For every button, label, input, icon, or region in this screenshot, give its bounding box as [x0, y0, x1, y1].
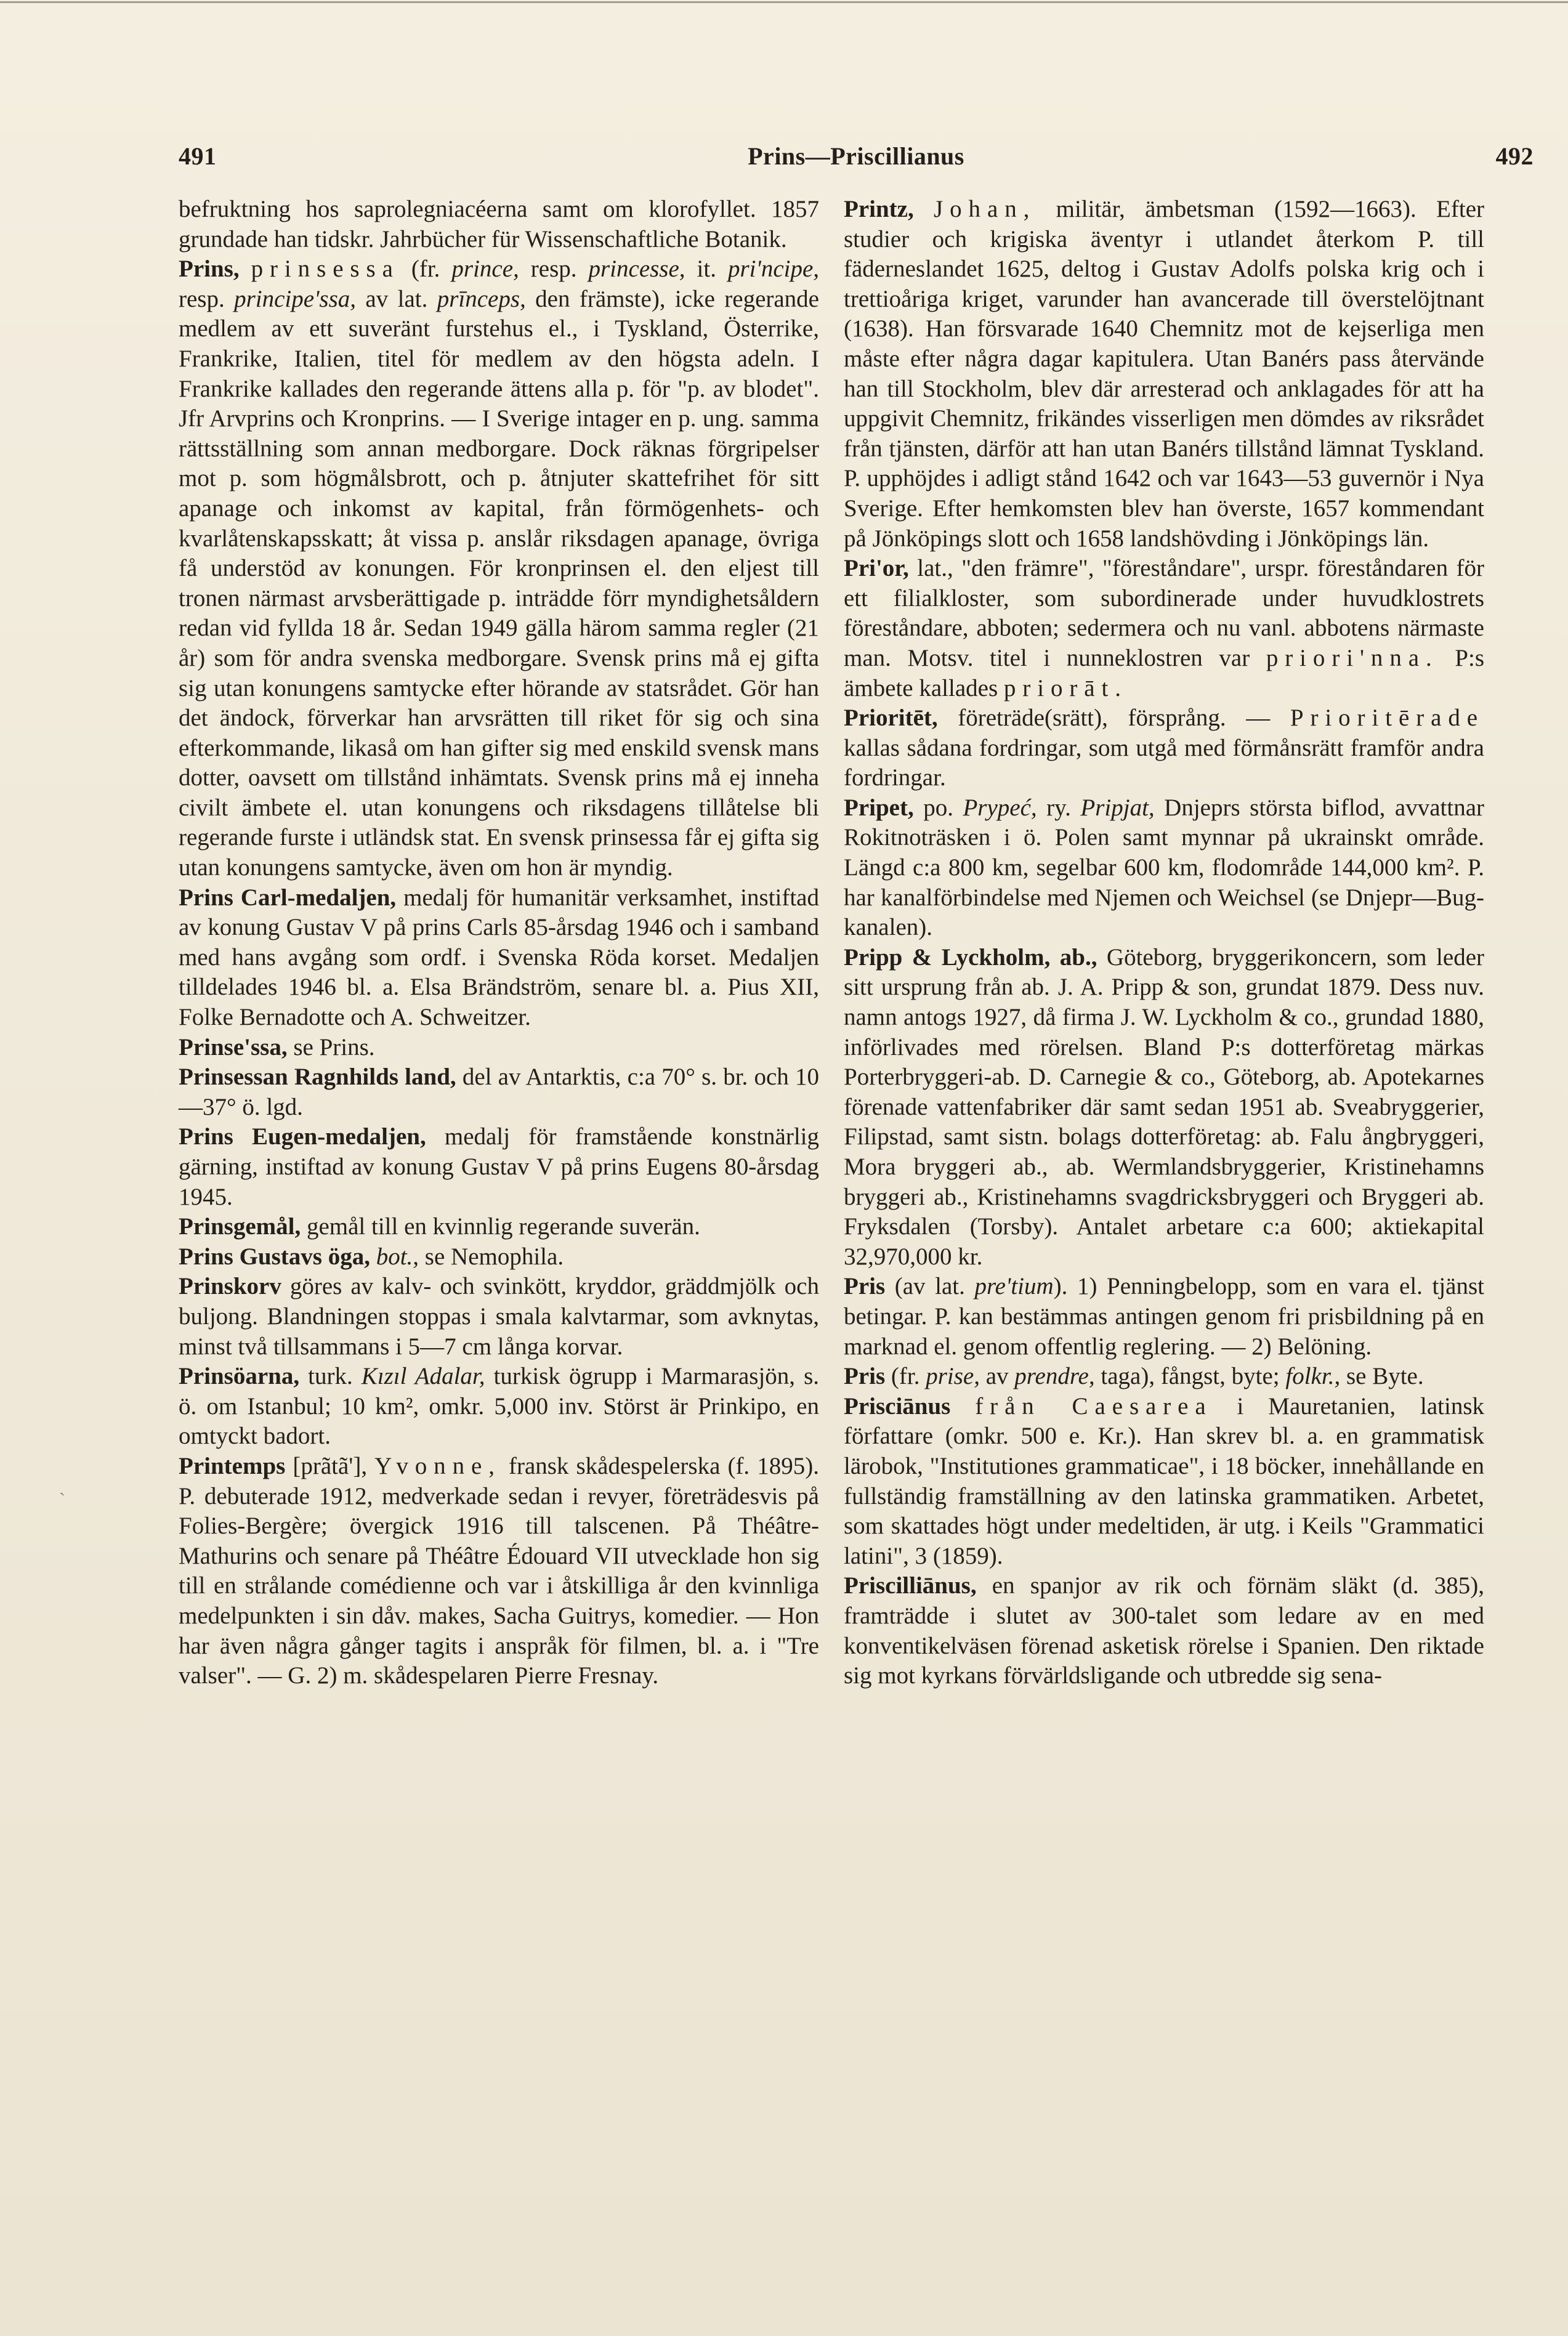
entry-text: en spanjor av rik och förnäm släkt (d. 385), framträdde i slutet av 300-talet som ledare av en med konventikelväsen förenad asketisk rörelse i Spanien. Den riktade sig mot kyrkans förvärldsligande och utbredde sig sena-	[844, 1572, 1484, 1689]
entry-text: [prãtã'],	[285, 1452, 375, 1479]
italic-term: prīnceps,	[437, 285, 526, 312]
italic-term: princesse,	[588, 256, 685, 283]
entry-headword: Prins Carl-medaljen,	[179, 884, 397, 911]
entry-headword: Prins Eugen-medaljen,	[179, 1123, 426, 1150]
italic-term: prise,	[926, 1363, 980, 1390]
entry-text: medalj för framstående konstnärlig gärning, instiftad av konung Gustav V på prins Eugens 80-årsdag 1945.	[179, 1123, 819, 1210]
entry-paragraph	[179, 195, 819, 254]
italic-term: Kızıl Adalar,	[361, 1363, 485, 1390]
entry-text	[950, 1393, 975, 1420]
entry-paragraph	[844, 703, 1484, 793]
entry-text: militär, ämbetsman (1592—1663). Efter studier och krigiska äventyr i utlandet återkom P. till fäderneslandet 1625, deltog i Gustav Adolfs polska krig och i trettioåriga kriget, varunder han avancerade till överstelöjtnant (1638). Han försvarade 1640 Chemnitz mot de kejserliga men måste efter några dagar kapitulera. Utan Banérs pass återvände han till Stockholm, blev där arresterad och anklagades för att ha uppgivit Chemnitz, frikändes visserligen men dömdes av riksrådet från tjänsten, därför att han utan Banérs tillstånd lämnat Tyskland. P. upphöjdes i adligt stånd 1642 och var 1643—53 guvernör i Nya Sverige. Efter hemkomsten blev han överste, 1657 kommendant på Jönköpings slott och 1658 landshövding i Jönköpings län.	[844, 196, 1484, 552]
entry-headword: Pris	[844, 1363, 886, 1390]
entry-text	[240, 256, 251, 282]
entry-text: taga), fångst, byte;	[1094, 1363, 1286, 1390]
entry-text: Dnjeprs största biflod, avvattnar Rokitnoträsken i ö. Polen samt mynnar på ukrainskt område. Längd c:a 800 km, segelbar 600 km, flodområde 144,000 km². P. har kanalförbindelse med Njemen och Weichsel (se Dnjepr—Bug-kanalen).	[844, 794, 1484, 941]
entry-text: P:s ämbete kallades	[844, 644, 1485, 701]
running-title: Prins—Priscillianus	[748, 142, 964, 170]
entry-paragraph	[179, 1122, 819, 1212]
entry-text: turk.	[299, 1363, 362, 1390]
entry-headword: Prinsgemål,	[179, 1213, 301, 1240]
spaced-name: Prioritērade	[1290, 705, 1484, 732]
entry-headword: Priscilliānus,	[844, 1572, 977, 1599]
entry-text: turkisk ögrupp i Marmarasjön, s. ö. om Istanbul; 10 km², omkr. 5,000 inv. Störst är Prinkipo, en omtyckt badort.	[179, 1363, 819, 1450]
entry-headword: Prins,	[179, 256, 240, 283]
entry-text: it.	[685, 256, 728, 283]
entry-text: se Nemophila.	[419, 1243, 564, 1270]
entry-headword: Prisciānus	[844, 1392, 951, 1420]
entry-headword: Prins Gustavs öga,	[179, 1243, 370, 1270]
entry-paragraph	[844, 1392, 1484, 1572]
spaced-name: Yvonne,	[374, 1452, 501, 1479]
entry-headword: Prinsöarna,	[179, 1363, 300, 1390]
entry-paragraph	[179, 254, 819, 883]
entry-headword: Printemps	[179, 1452, 286, 1479]
running-head	[179, 142, 1534, 179]
entry-text: ). 1) Penningbelopp, som en vara el. tjänst betingar. P. kan bestämmas antingen genom fri prisbildning på en marknad el. genom offentlig reglering. — 2) Belöning.	[844, 1273, 1484, 1360]
entry-text: av lat.	[356, 285, 437, 312]
entry-paragraph	[844, 793, 1484, 943]
page-number-left: 491	[179, 142, 217, 170]
entry-text: se Byte.	[1340, 1363, 1424, 1390]
entry-text: av	[979, 1363, 1015, 1390]
entry-text: befruktning hos saprolegniacéerna samt om klorofyllet. 1857 grundade han tidskr. Jahrbücher für Wissenschaftliche Botanik.	[179, 196, 819, 253]
italic-term: Pripjat,	[1080, 794, 1155, 821]
entry-text: göres av kalv- och svinkött, kryddor, gräddmjölk och buljong. Blandningen stoppas i smala kalvtarmar, som avknytas, minst två tillsammans i 5—7 cm långa korvar.	[179, 1273, 819, 1360]
entry-headword: Prinskorv	[179, 1273, 281, 1300]
entry-text: (av lat.	[885, 1273, 975, 1300]
entry-headword: Printz,	[844, 196, 914, 222]
entry-headword: Prinsessan Ragnhilds land,	[179, 1064, 456, 1091]
italic-term: Prypeć,	[963, 794, 1037, 821]
entry-text: se Prins.	[287, 1033, 375, 1061]
entry-paragraph	[179, 1452, 819, 1691]
entry-text: gemål till en kvinnlig regerande suverän.	[301, 1213, 700, 1240]
entry-text: po.	[913, 794, 963, 821]
entry-paragraph	[179, 1242, 819, 1272]
entry-text: Göteborg, bryggerikoncern, som leder sitt ursprung från ab. J. A. Pripp & son, grundat 1879. Dess nuv. namn antogs 1927, då firma J. W. Lyckholm & co., grundad 1880, införlivades med rörelsen. Bland P:s dotterföretag märkas Porterbryggeri-ab. D. Carnegie & co., Göteborg, ab. Apotekarnes förenade vattenfabriker där samt sedan 1951 ab. Sveabryggerier, Filipstad, samt sistn. bolags dotterföretag: ab. Falu ångbryggeri, Mora bryggeri ab., ab. Wermlandsbryggerier, Kristinehamns bryggeri ab., Kristinehamns svagdricksbryggeri och Bryggeri ab. Fryksdalen (Torsby). Antalet arbetare c:a 600; aktiekapital 32,970,000 kr.	[844, 944, 1484, 1270]
entry-headword: Pripp & Lyckholm, ab.,	[844, 944, 1097, 971]
entry-paragraph	[179, 1212, 819, 1242]
entry-text: (fr.	[399, 256, 452, 283]
entry-headword: Prinse'ssa,	[179, 1033, 288, 1061]
spaced-name: från Caesarea	[975, 1392, 1213, 1420]
spaced-name: priori'nna.	[1266, 644, 1439, 671]
italic-term: prendre,	[1014, 1363, 1095, 1390]
entry-paragraph	[179, 883, 819, 1033]
entry-text: fransk skådespelerska (f. 1895). P. debuterade 1912, medverkade sedan i revyer, företrädesvis på Folies-Bergère; övergick 1916 till talscenen. På Théâtre-Mathurins och senare på Théâtre Édouard VII utvecklade hon sig till en strålande comédienne och var i åtskilliga år den kvinnliga medelpunkten i sin dåv. makes, Sacha Guitrys, komedier. — Hon har även några gånger tagits i anspråk för filmen, bl. a. i "Tre valser". — G. 2) m. skådespelaren Pierre Fresnay.	[179, 1452, 819, 1689]
left-column	[179, 195, 819, 1691]
italic-term: principe'ssa,	[234, 285, 357, 312]
entry-text: företräde(srätt), försprång. —	[937, 705, 1290, 732]
italic-term: pri'ncipe,	[727, 256, 820, 283]
entry-text: resp.	[519, 256, 589, 283]
entry-paragraph	[179, 1362, 819, 1452]
entry-text: lat., "den främre", "föreståndare", urspr. föreståndaren för ett filialkloster, som subordinerade under huvudklostrets föreståndare, abboten; sedermera och nu vanl. abbotens närmaste man. Motsv. titel i nunneklostren var	[844, 555, 1484, 671]
entry-headword: Prioritēt,	[844, 705, 938, 732]
page-number-right: 492	[1495, 142, 1534, 170]
entry-paragraph	[179, 1033, 819, 1063]
entry-text	[914, 196, 934, 222]
italic-term: pre'tium	[974, 1273, 1054, 1300]
entry-paragraph	[844, 1272, 1484, 1362]
entry-text: ry.	[1037, 794, 1081, 821]
entry-text: resp.	[179, 285, 235, 312]
entry-paragraph	[844, 1571, 1484, 1691]
italic-term: folkr.,	[1285, 1363, 1341, 1390]
entry-text: del av Antarktis, c:a 70° s. br. och 10—37° ö. lgd.	[179, 1064, 819, 1120]
entry-paragraph	[844, 554, 1484, 703]
entry-paragraph	[179, 1062, 819, 1122]
spaced-name: priorāt.	[1003, 674, 1128, 701]
entry-text: i Mauretanien, latinsk författare (omkr. 500 e. Kr.). Han skrev bl. a. en grammatisk lärobok, "Institutiones grammaticae", i 18 böcker, innehållande en fullständig framställning av den latinska grammatiken. Arbetet, som skattades högt under medeltiden, är utg. i Keils "Grammatici latini", 3 (1859).	[844, 1392, 1484, 1569]
entry-text: kallas sådana fordringar, som utgå med förmånsrätt framför andra fordringar.	[844, 734, 1484, 791]
spaced-name: prinsessa	[251, 256, 400, 283]
entry-headword: Pris	[844, 1273, 886, 1300]
right-column	[844, 195, 1484, 1691]
top-edge-rule	[0, 1, 1568, 3]
entry-text	[370, 1243, 376, 1270]
spaced-name: Johan,	[934, 196, 1037, 222]
entry-text: (fr.	[885, 1363, 926, 1390]
margin-tick-mark: ˎ	[59, 1476, 65, 1496]
entry-paragraph	[844, 943, 1484, 1272]
entry-paragraph	[844, 1362, 1484, 1392]
italic-term: bot.,	[376, 1243, 419, 1270]
entry-headword: Pripet,	[844, 794, 914, 821]
italic-term: prince,	[451, 256, 519, 283]
entry-paragraph	[179, 1272, 819, 1362]
entry-text: den främste), icke regerande medlem av ett suveränt furstehus el., i Tyskland, Österrike, Frankrike, Italien, titel för medlem av den högsta adeln. I Frankrike kallades den regerande ättens alla p. för "p. av blodet". Jfr Arvprins och Kronprins. — I Sverige intager en p. ung. samma rättsställning som annan medborgare. Dock räknas förgripelser mot p. som högmålsbrott, och p. åtnjuter skattefrihet för sitt apanage och inkomst av kapital, från förmögenhets- och kvarlåtenskapsskatt; åt vissa p. anslår riksdagen apanage, övriga få understöd av konungen. För kronprinsen el. den eljest till tronen närmast arvsberättigade p. inträdde förr myndighetsåldern redan vid fyllda 18 år. Sedan 1949 gälla härom samma regler (21 år) som för andra svenska medborgare. Svensk prins må ej gifta sig utan konungens samtycke efter hörande av statsrådet. Gör han det ändock, förverkar han arvsrätten till riket för sig och sina efterkommande, likaså om han gifter sig med enskild svensk mans dotter, oavsett om tillstånd inhämtats. Svensk prins må ej inneha civilt ämbete el. utan konungens och riksdagens tillåtelse bli regerande furste i utländsk stat. En svensk prinsessa får ej gifta sig utan konungens samtycke, även om hon är myndig.	[179, 285, 819, 881]
entry-paragraph	[844, 195, 1484, 554]
entry-headword: Pri'or,	[844, 555, 909, 582]
entry-text: medalj för humanitär verksamhet, instiftad av konung Gustav V på prins Carls 85-årsdag 1946 och i samband med hans avgång som ordf. i Svenska Röda korset. Medaljen tilldelades 1946 bl. a. Elsa Brändström, senare bl. a. Pius XII, Folke Bernadotte och A. Schweitzer.	[179, 884, 819, 1031]
